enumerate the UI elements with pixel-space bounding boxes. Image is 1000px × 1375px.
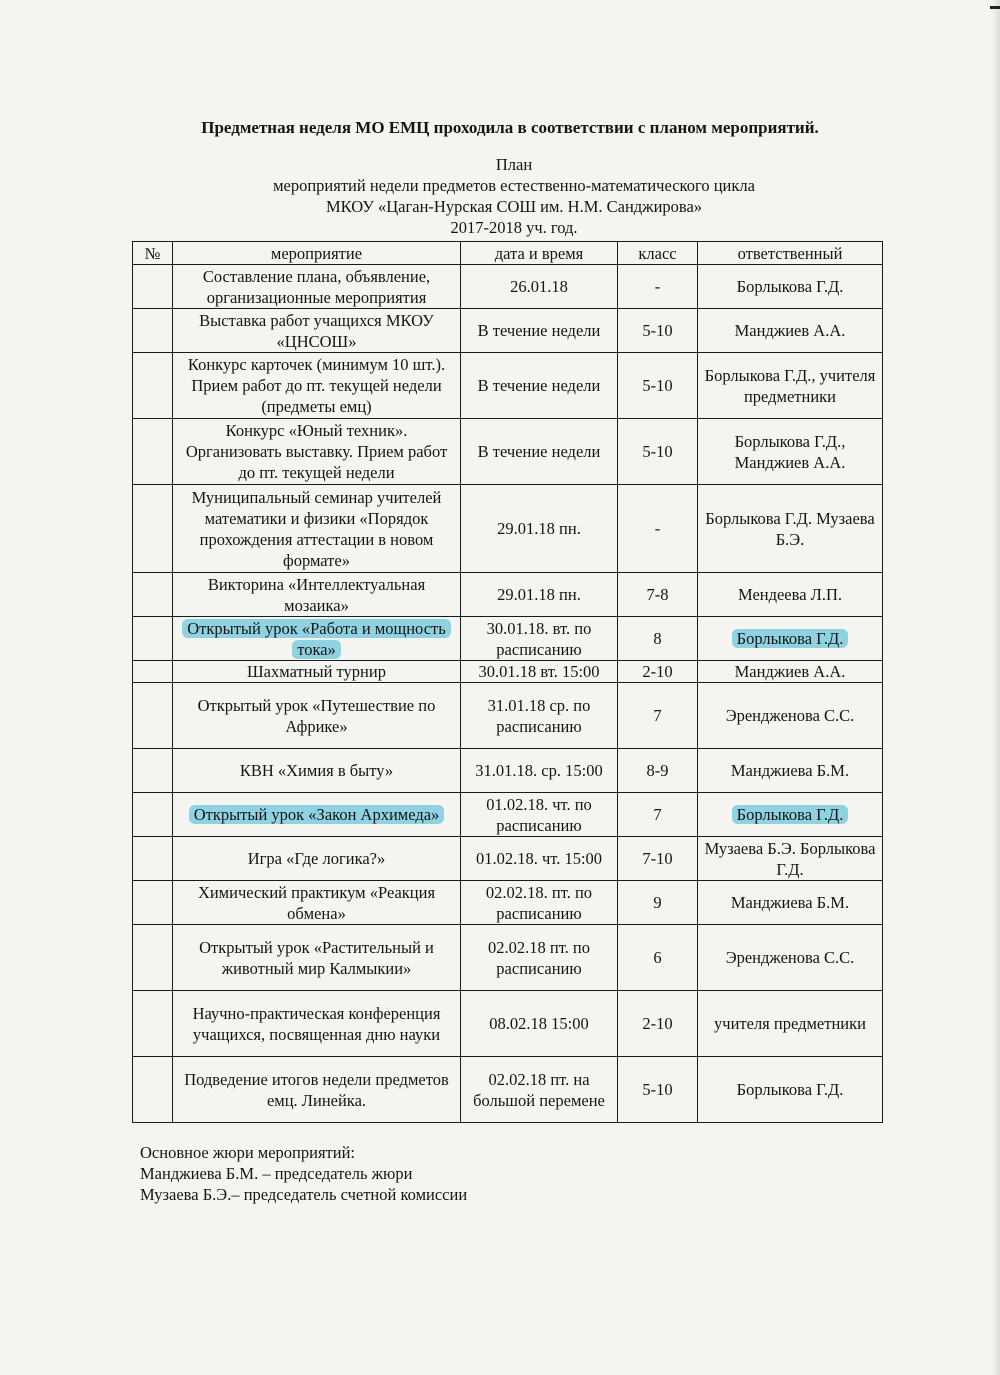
cell-event: [173, 485, 461, 573]
table-row: [133, 991, 883, 1057]
table-row: [133, 265, 883, 309]
cell-responsible: [698, 683, 883, 749]
cell-class: [618, 617, 698, 661]
cell-num: [133, 925, 173, 991]
cell-num: [133, 683, 173, 749]
cell-date-text: 31.01.18. ср. 15:00: [475, 761, 603, 780]
cell-responsible: [698, 573, 883, 617]
cell-responsible: [698, 749, 883, 793]
cell-responsible: [698, 617, 883, 661]
header-responsible: ответственный: [698, 242, 883, 265]
cell-date-text: 29.01.18 пн.: [497, 585, 581, 604]
cell-num: [133, 265, 173, 309]
jury-title: Основное жюри мероприятий:: [140, 1143, 355, 1162]
cell-class-text: 8: [653, 629, 662, 648]
cell-event: [173, 1057, 461, 1123]
cell-date-text: 01.02.18. чт. по расписанию: [486, 794, 592, 835]
cell-event: [173, 837, 461, 881]
cell-class: [618, 353, 698, 419]
cell-num: [133, 1057, 173, 1123]
cell-class: [618, 1057, 698, 1123]
cell-event-text: Игра «Где логика?»: [247, 849, 386, 868]
cell-class: [618, 881, 698, 925]
cell-class: [618, 749, 698, 793]
cell-date-text: В течение недели: [477, 321, 601, 340]
cell-event: [173, 991, 461, 1057]
cell-responsible: [698, 991, 883, 1057]
header-num: №: [133, 242, 173, 265]
cell-responsible: [698, 485, 883, 573]
cell-date-text: 31.01.18 ср. по расписанию: [487, 695, 591, 736]
table-row: [133, 683, 883, 749]
cell-num: [133, 353, 173, 419]
cell-responsible-text: Эрендженова С.С.: [725, 706, 855, 725]
cell-class-text: 5-10: [642, 442, 673, 461]
cell-date: [461, 1057, 618, 1123]
plan-subtitle: мероприятий недели предметов естественно-математического цикла: [273, 176, 755, 195]
cell-date-text: 30.01.18. вт. по расписанию: [486, 618, 592, 659]
cell-event: [173, 793, 461, 837]
cell-responsible-text: Борлыкова Г.Д., Манджиев А.А.: [734, 431, 846, 472]
cell-responsible: [698, 925, 883, 991]
cell-date: [461, 573, 618, 617]
cell-num: [133, 991, 173, 1057]
cell-class: [618, 683, 698, 749]
plan-title: План: [495, 155, 533, 174]
page-heading: Предметная неделя МО ЕМЦ проходила в соответствии с планом мероприятий.: [201, 118, 819, 137]
cell-event: [173, 749, 461, 793]
table-row: [133, 837, 883, 881]
cell-event-text: Шахматный турнир: [247, 662, 386, 681]
cell-class-text: 8-9: [646, 761, 669, 780]
cell-date: [461, 991, 618, 1057]
scan-mark: [990, 6, 1000, 9]
cell-date-text: 29.01.18 пн.: [497, 519, 581, 538]
cell-responsible-text: учителя предметники: [714, 1014, 866, 1033]
cell-event-text: Составление плана, объявление, организационные мероприятия: [202, 266, 431, 307]
cell-date-text: 02.02.18. пт. по расписанию: [485, 882, 593, 923]
cell-date-text: В течение недели: [477, 442, 601, 461]
cell-responsible-text: Мендеева Л.П.: [737, 585, 843, 604]
cell-responsible-text: Музаева Б.Э. Борлыкова Г.Д.: [704, 838, 876, 879]
cell-date-text: 01.02.18. чт. 15:00: [475, 849, 603, 868]
cell-responsible-text: Эрендженова С.С.: [725, 948, 855, 967]
cell-event-text: Открытый урок «Работа и мощность тока»: [182, 619, 451, 659]
header-date: дата и время: [461, 242, 618, 265]
cell-responsible-text: Борлыкова Г.Д.: [732, 629, 849, 648]
cell-responsible-text: Манджиев А.А.: [734, 321, 846, 340]
cell-class-text: 2-10: [642, 1014, 673, 1033]
cell-class: [618, 309, 698, 353]
cell-class: [618, 485, 698, 573]
cell-event-text: Открытый урок «Закон Архимеда»: [189, 805, 445, 824]
cell-responsible-text: Борлыкова Г.Д. Музаева Б.Э.: [705, 508, 875, 549]
cell-date-text: В течение недели: [477, 376, 601, 395]
cell-date: [461, 793, 618, 837]
cell-num: [133, 573, 173, 617]
table-row: [133, 661, 883, 683]
cell-date: [461, 837, 618, 881]
cell-event-text: Муниципальный семинар учителей математики и физики «Порядок прохождения аттестации в новом формате»: [191, 487, 442, 570]
plan-year: 2017-2018 уч. год.: [450, 218, 578, 237]
cell-event-text: Викторина «Интеллектуальная мозаика»: [207, 574, 426, 615]
cell-event: [173, 661, 461, 683]
cell-date: [461, 265, 618, 309]
cell-date-text: 02.02.18 пт. на большой перемене: [473, 1069, 605, 1110]
cell-responsible: [698, 881, 883, 925]
table-row: [133, 573, 883, 617]
table-row: [133, 881, 883, 925]
cell-class-text: 5-10: [642, 1080, 673, 1099]
cell-date: [461, 749, 618, 793]
cell-responsible-text: Манджиева Б.М.: [730, 761, 850, 780]
events-table: [132, 241, 883, 1123]
table-row: [133, 485, 883, 573]
cell-responsible: [698, 265, 883, 309]
cell-num: [133, 419, 173, 485]
cell-event: [173, 683, 461, 749]
cell-event: [173, 617, 461, 661]
jury-member: Музаева Б.Э.– председатель счетной комиссии: [140, 1185, 468, 1204]
table-row: [133, 1057, 883, 1123]
cell-event-text: Химический практикум «Реакция обмена»: [197, 882, 436, 923]
cell-class-text: 2-10: [642, 662, 673, 681]
cell-date-text: 08.02.18 15:00: [489, 1014, 589, 1033]
cell-date: [461, 925, 618, 991]
cell-date: [461, 661, 618, 683]
cell-class: [618, 793, 698, 837]
cell-responsible: [698, 793, 883, 837]
table-row: [133, 309, 883, 353]
cell-class: [618, 573, 698, 617]
cell-responsible-text: Манджиева Б.М.: [730, 893, 850, 912]
cell-class-text: 7-8: [646, 585, 669, 604]
cell-event: [173, 573, 461, 617]
cell-class: [618, 661, 698, 683]
cell-num: [133, 617, 173, 661]
cell-date: [461, 419, 618, 485]
cell-num: [133, 309, 173, 353]
cell-date: [461, 485, 618, 573]
cell-responsible: [698, 353, 883, 419]
cell-class-text: 7: [653, 805, 662, 824]
cell-event: [173, 419, 461, 485]
cell-date: [461, 353, 618, 419]
table-row: [133, 419, 883, 485]
cell-class: [618, 265, 698, 309]
cell-num: [133, 881, 173, 925]
plan-school: МКОУ «Цаган-Нурская СОШ им. Н.М. Санджирова»: [325, 197, 703, 216]
cell-event-text: Выставка работ учащихся МКОУ «ЦНСОШ»: [199, 310, 434, 351]
table-row: [133, 617, 883, 661]
cell-date: [461, 617, 618, 661]
cell-class: [618, 925, 698, 991]
cell-responsible-text: Борлыкова Г.Д.: [736, 1080, 844, 1099]
cell-num: [133, 837, 173, 881]
cell-responsible: [698, 419, 883, 485]
cell-responsible-text: Манджиев А.А.: [734, 662, 846, 681]
cell-class-text: 7-10: [642, 849, 673, 868]
cell-class-text: 5-10: [642, 321, 673, 340]
cell-date-text: 26.01.18: [510, 277, 568, 296]
table-header-row: [133, 242, 883, 265]
table-row: [133, 793, 883, 837]
cell-event-text: КВН «Химия в быту»: [239, 761, 394, 780]
jury-block: [140, 1142, 467, 1205]
cell-class: [618, 419, 698, 485]
cell-class-text: -: [654, 519, 661, 538]
cell-class-text: 6: [653, 948, 662, 967]
cell-event: [173, 353, 461, 419]
cell-responsible: [698, 837, 883, 881]
cell-num: [133, 793, 173, 837]
cell-responsible: [698, 309, 883, 353]
cell-event-text: Научно-практическая конференция учащихся, посвященная дню науки: [192, 1003, 441, 1044]
cell-responsible: [698, 661, 883, 683]
cell-date-text: 30.01.18 вт. 15:00: [478, 662, 600, 681]
cell-class-text: 5-10: [642, 376, 673, 395]
jury-member: Манджиева Б.М. – председатель жюри: [140, 1164, 413, 1183]
cell-class-text: 7: [653, 706, 662, 725]
cell-event-text: Подведение итогов недели предметов емц. Линейка.: [184, 1069, 449, 1110]
cell-class: [618, 991, 698, 1057]
cell-class-text: -: [654, 277, 661, 296]
cell-event: [173, 309, 461, 353]
table-row: [133, 353, 883, 419]
paper-edge: [992, 0, 1000, 1375]
cell-event-text: Конкурс «Юный техник». Организовать выставку. Прием работ до пт. текущей недели: [185, 421, 448, 482]
cell-responsible-text: Борлыкова Г.Д.: [732, 805, 849, 824]
header-class: класс: [618, 242, 698, 265]
plan-title-block: [130, 154, 898, 238]
cell-responsible-text: Борлыкова Г.Д., учителя предметники: [704, 365, 876, 406]
cell-event: [173, 925, 461, 991]
cell-class-text: 9: [653, 893, 662, 912]
cell-date: [461, 309, 618, 353]
cell-date-text: 02.02.18 пт. по расписанию: [487, 937, 590, 978]
table-row: [133, 925, 883, 991]
table-row: [133, 749, 883, 793]
cell-num: [133, 485, 173, 573]
cell-responsible-text: Борлыкова Г.Д.: [736, 277, 844, 296]
cell-class: [618, 837, 698, 881]
cell-num: [133, 749, 173, 793]
cell-event: [173, 265, 461, 309]
header-event: мероприятие: [173, 242, 461, 265]
cell-responsible: [698, 1057, 883, 1123]
cell-event-text: Открытый урок «Растительный и животный мир Калмыкии»: [199, 937, 434, 978]
cell-event-text: Конкурс карточек (минимум 10 шт.). Прием работ до пт. текущей недели (предметы емц): [187, 355, 446, 416]
cell-event: [173, 881, 461, 925]
cell-date: [461, 683, 618, 749]
cell-date: [461, 881, 618, 925]
cell-event-text: Открытый урок «Путешествие по Африке»: [197, 695, 436, 736]
cell-num: [133, 661, 173, 683]
